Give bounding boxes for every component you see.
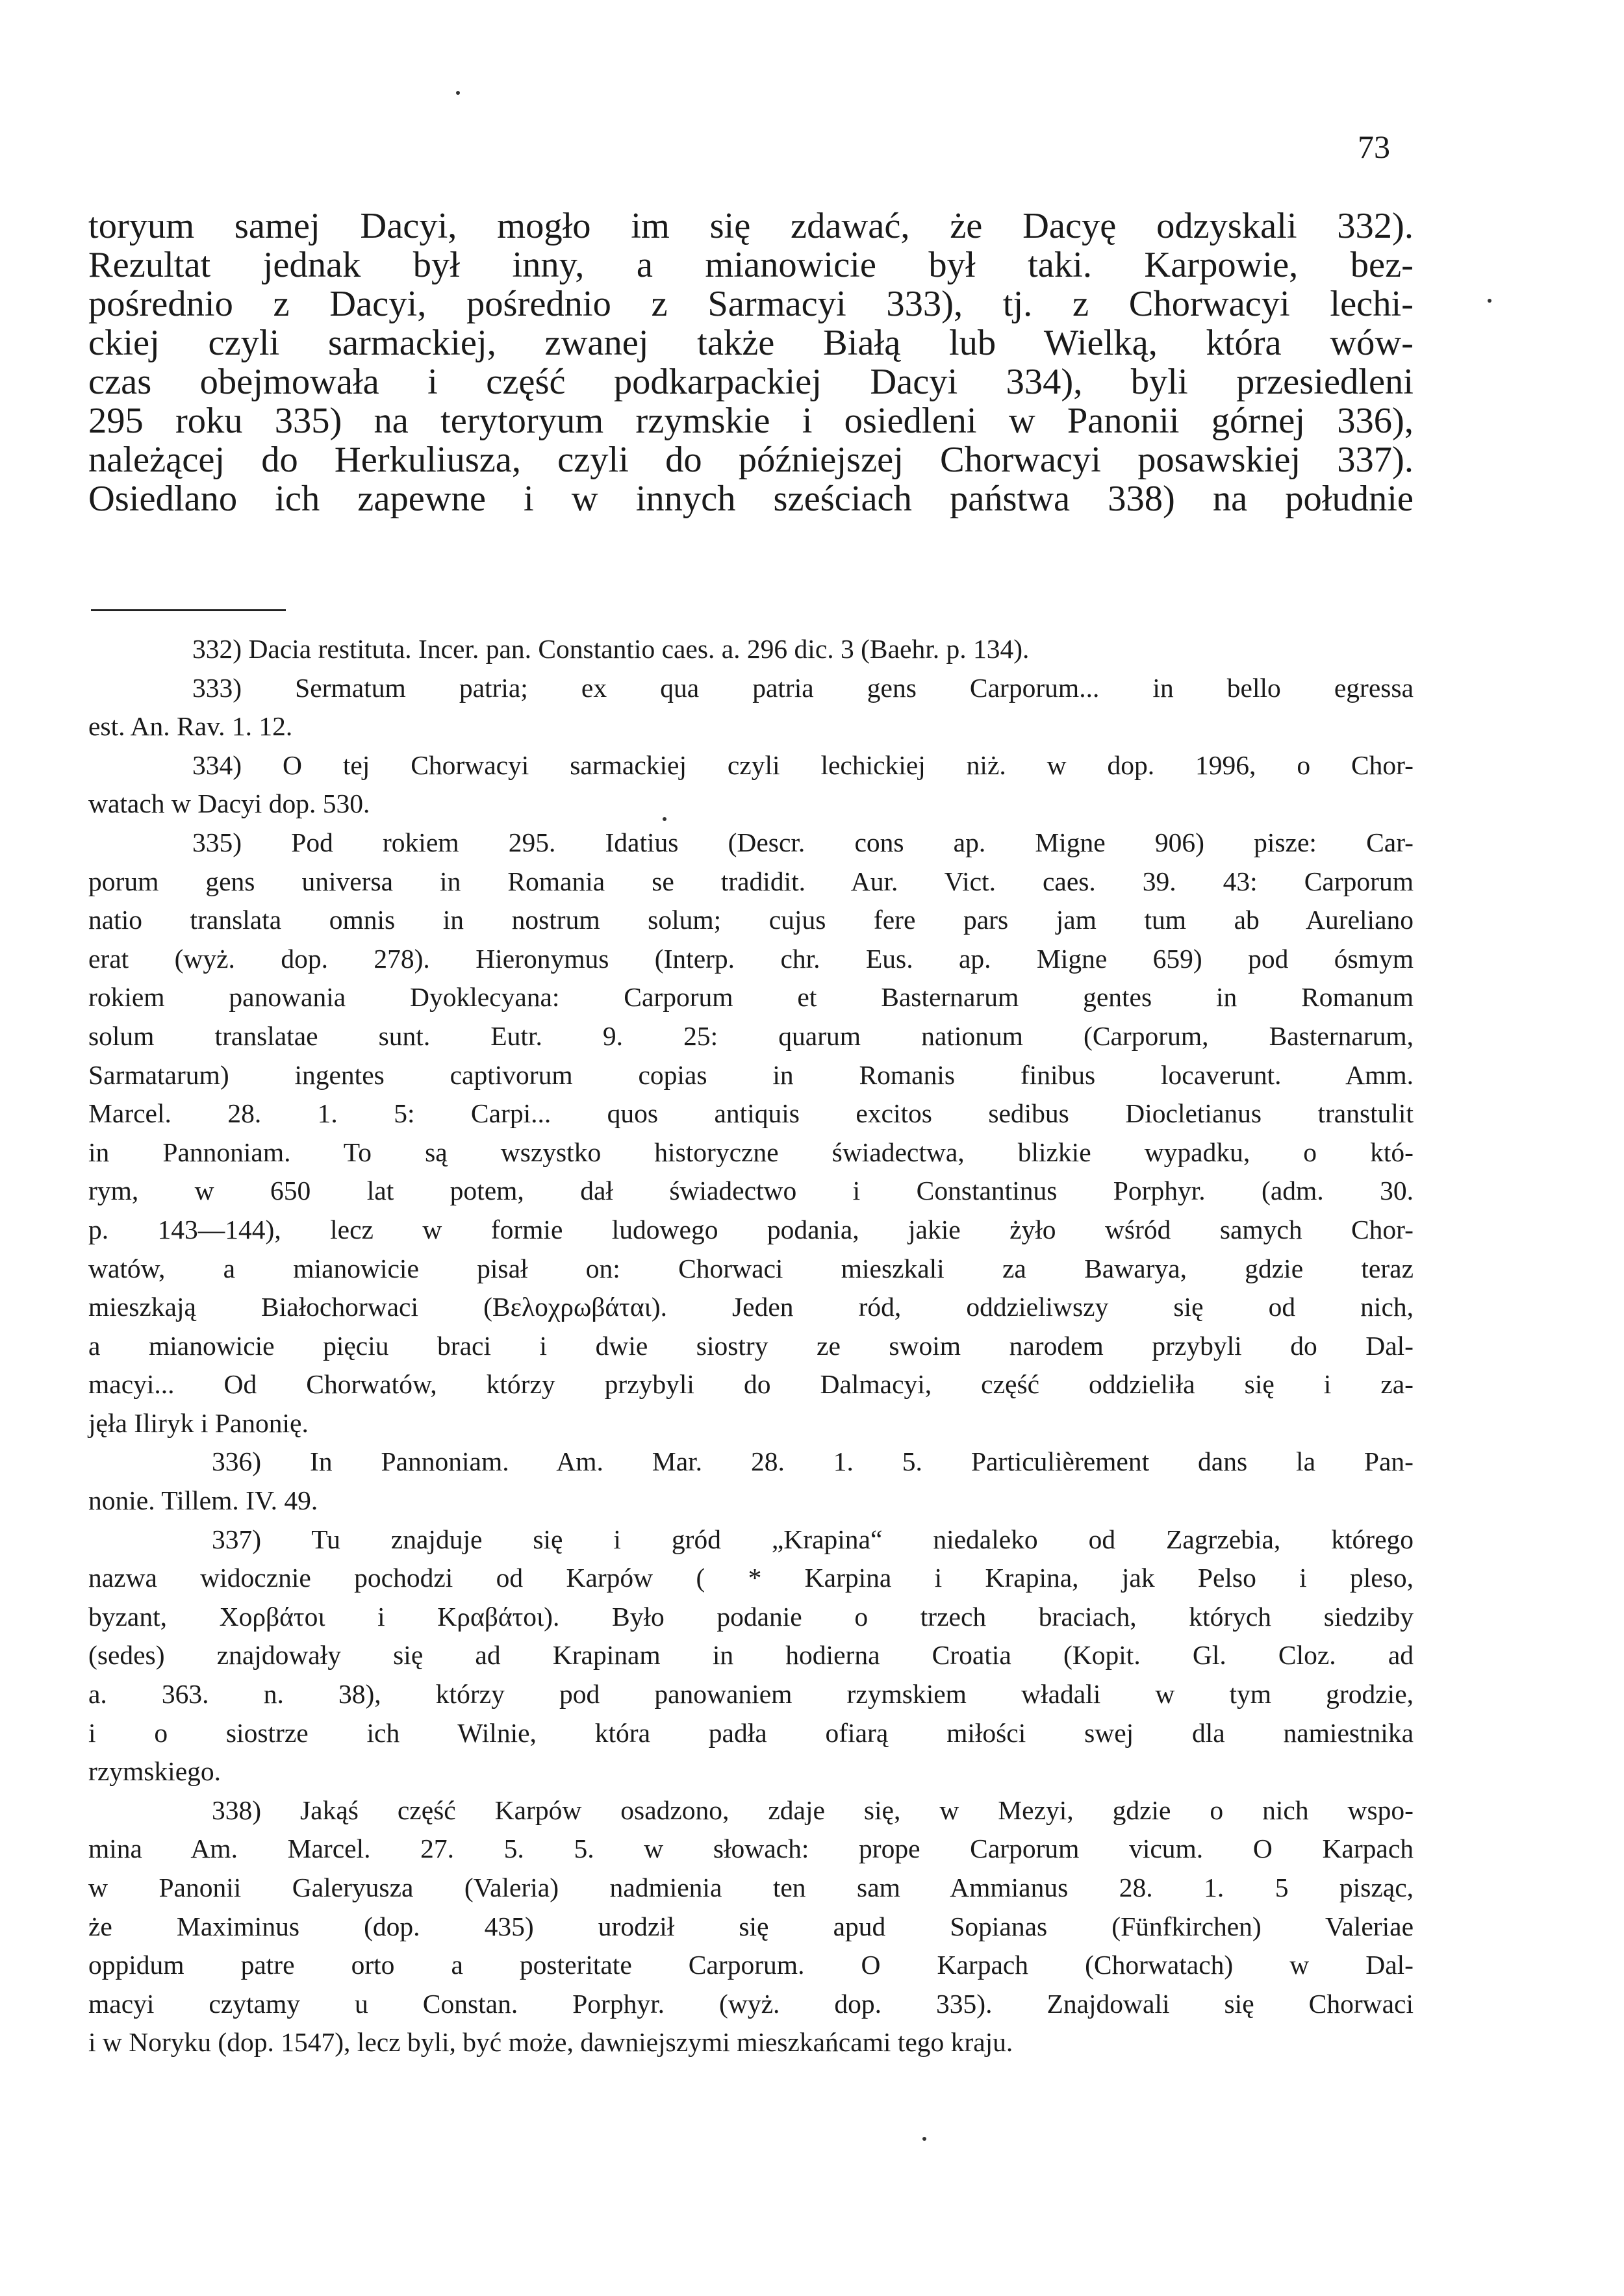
main-text-line: należącej do Herkuliusza, czyli do późniejszej Chorwacyi posawskiej 337).	[88, 440, 1414, 480]
scan-speck	[1488, 299, 1491, 303]
footnote-line: nonie. Tillem. IV. 49.	[88, 1485, 318, 1516]
main-text-line: Osiedlano ich zapewne i w innych sześciach państwa 338) na południe	[88, 479, 1414, 519]
footnote-line: nazwa widocznie pochodzi od Karpów ( * Karpina i Krapina, jak Pelso i pleso,	[88, 1563, 1414, 1593]
footnote-line: Marcel. 28. 1. 5: Carpi... quos antiquis excitos sedibus Diocletianus transtulit	[88, 1098, 1414, 1129]
footnote-335: 335) Pod rokiem 295. Idatius (Descr. cons ap. Migne 906) pisze: Car-	[192, 827, 1414, 857]
footnote-line: rym, w 650 lat potem, dał świadectwo i Constantinus Porphyr. (adm. 30.	[88, 1176, 1414, 1206]
footnote-line: est. An. Rav. 1. 12.	[88, 711, 293, 742]
footnote-line: mina Am. Marcel. 27. 5. 5. w słowach: prope Carporum vicum. O Karpach	[88, 1834, 1414, 1864]
footnote-separator	[91, 609, 286, 611]
footnote-line: porum gens universa in Romania se tradidit. Aur. Vict. caes. 39. 43: Carporum	[88, 866, 1414, 896]
footnote-line: mieszkają Białochorwaci (Βελοχρωβάται). Jeden ród, oddzieliwszy się od nich,	[88, 1292, 1414, 1322]
footnote-line: i w Noryku (dop. 1547), lecz byli, być może, dawniejszymi mieszkańcami tego kraju.	[88, 2027, 1013, 2058]
main-text-line: czas obejmowała i część podkarpackiej Dacyi 334), byli przesiedleni	[88, 362, 1414, 402]
scan-speck	[456, 91, 460, 95]
footnote-line: natio translata omnis in nostrum solum; cujus fere pars jam tum ab Aureliano	[88, 905, 1414, 935]
footnote-336: 336) In Pannoniam. Am. Mar. 28. 1. 5. Particulièrement dans la Pan-	[212, 1446, 1414, 1477]
footnote-line: oppidum patre orto a posteritate Carporum. O Karpach (Chorwatach) w Dal-	[88, 1950, 1414, 1980]
footnote-line: a mianowicie pięciu braci i dwie siostry ze swoim narodem przybyli do Dal-	[88, 1330, 1414, 1361]
main-text-line: pośrednio z Dacyi, pośrednio z Sarmacyi 333), tj. z Chorwacyi lechi-	[88, 284, 1414, 324]
scan-speck	[922, 2137, 926, 2141]
footnote-line: jęła Iliryk i Panonię.	[88, 1407, 309, 1438]
main-text-block	[88, 207, 1414, 518]
main-text-line: 295 roku 335) na terytoryum rzymskie i osiedleni w Panonii górnej 336),	[88, 401, 1414, 441]
footnote-line: w Panonii Galeryusza (Valeria) nadmienia ten sam Ammianus 28. 1. 5 pisząc,	[88, 1873, 1414, 1902]
footnote-line: (sedes) znajdowały się ad Krapinam in hodierna Croatia (Kopit. Gl. Cloz. ad	[88, 1640, 1414, 1671]
footnote-337: 337) Tu znajduje się i gród „Krapina“ niedaleko od Zagrzebia, którego	[212, 1524, 1414, 1554]
footnote-line: Sarmatarum) ingentes captivorum copias in Romanis finibus locaverunt. Amm.	[88, 1059, 1414, 1090]
footnote-line: że Maximinus (dop. 435) urodził się apud Sopianas (Fünfkirchen) Valeriae	[88, 1911, 1414, 1941]
page-number: 73	[1358, 129, 1390, 165]
footnote-line: in Pannoniam. To są wszystko historyczne świadectwa, blizkie wypadku, o któ-	[88, 1137, 1414, 1167]
footnote-line: a. 363. n. 38), którzy pod panowaniem rzymskiem władali w tym grodzie,	[88, 1679, 1414, 1709]
footnote-332: 332) Dacia restituta. Incer. pan. Constantio caes. a. 296 dic. 3 (Baehr. p. 134).	[192, 634, 1030, 664]
footnote-line: macyi... Od Chorwatów, którzy przybyli do Dalmacyi, część oddzieliła się i za-	[88, 1369, 1414, 1400]
footnote-line: rzymskiego.	[88, 1756, 221, 1787]
footnote-line: byzant, Χορβάτοι i Κραβάτοι). Było podanie o trzech braciach, których siedziby	[88, 1601, 1414, 1632]
scan-speck	[663, 817, 666, 821]
footnote-line: macyi czytamy u Constan. Porphyr. (wyż. dop. 335). Znajdowali się Chorwaci	[88, 1988, 1414, 2019]
footnote-line: rokiem panowania Dyoklecyana: Carporum et Basternarum gentes in Romanum	[88, 982, 1414, 1013]
footnote-338: 338) Jakąś część Karpów osadzono, zdaje się, w Mezyi, gdzie o nich wspo-	[212, 1795, 1414, 1825]
footnote-334: 334) O tej Chorwacyi sarmackiej czyli lechickiej niż. w dop. 1996, o Chor-	[192, 750, 1414, 780]
main-text-line: toryum samej Dacyi, mogło im się zdawać, że Dacyę odzyskali 332).	[88, 206, 1414, 246]
footnote-line: solum translatae sunt. Eutr. 9. 25: quarum nationum (Carporum, Basternarum,	[88, 1020, 1414, 1051]
footnote-line: i o siostrze ich Wilnie, która padła ofiarą miłości swej dla namiestnika	[88, 1717, 1414, 1748]
footnote-line: erat (wyż. dop. 278). Hieronymus (Interp. chr. Eus. ap. Migne 659) pod ósmym	[88, 943, 1414, 974]
main-text-line: ckiej czyli sarmackiej, zwanej także Białą lub Wielką, która wów-	[88, 323, 1414, 363]
footnote-line: watów, a mianowicie pisał on: Chorwaci mieszkali za Bawarya, gdzie teraz	[88, 1253, 1414, 1283]
footnote-line: watach w Dacyi dop. 530.	[88, 788, 370, 819]
footnote-line: p. 143—144), lecz w formie ludowego podania, jakie żyło wśród samych Chor-	[88, 1214, 1414, 1244]
footnotes-block	[88, 630, 1414, 2062]
main-text-line: Rezultat jednak był inny, a mianowicie był taki. Karpowie, bez-	[88, 245, 1414, 285]
footnote-333: 333) Sermatum patria; ex qua patria gens Carporum... in bello egressa	[192, 672, 1414, 703]
